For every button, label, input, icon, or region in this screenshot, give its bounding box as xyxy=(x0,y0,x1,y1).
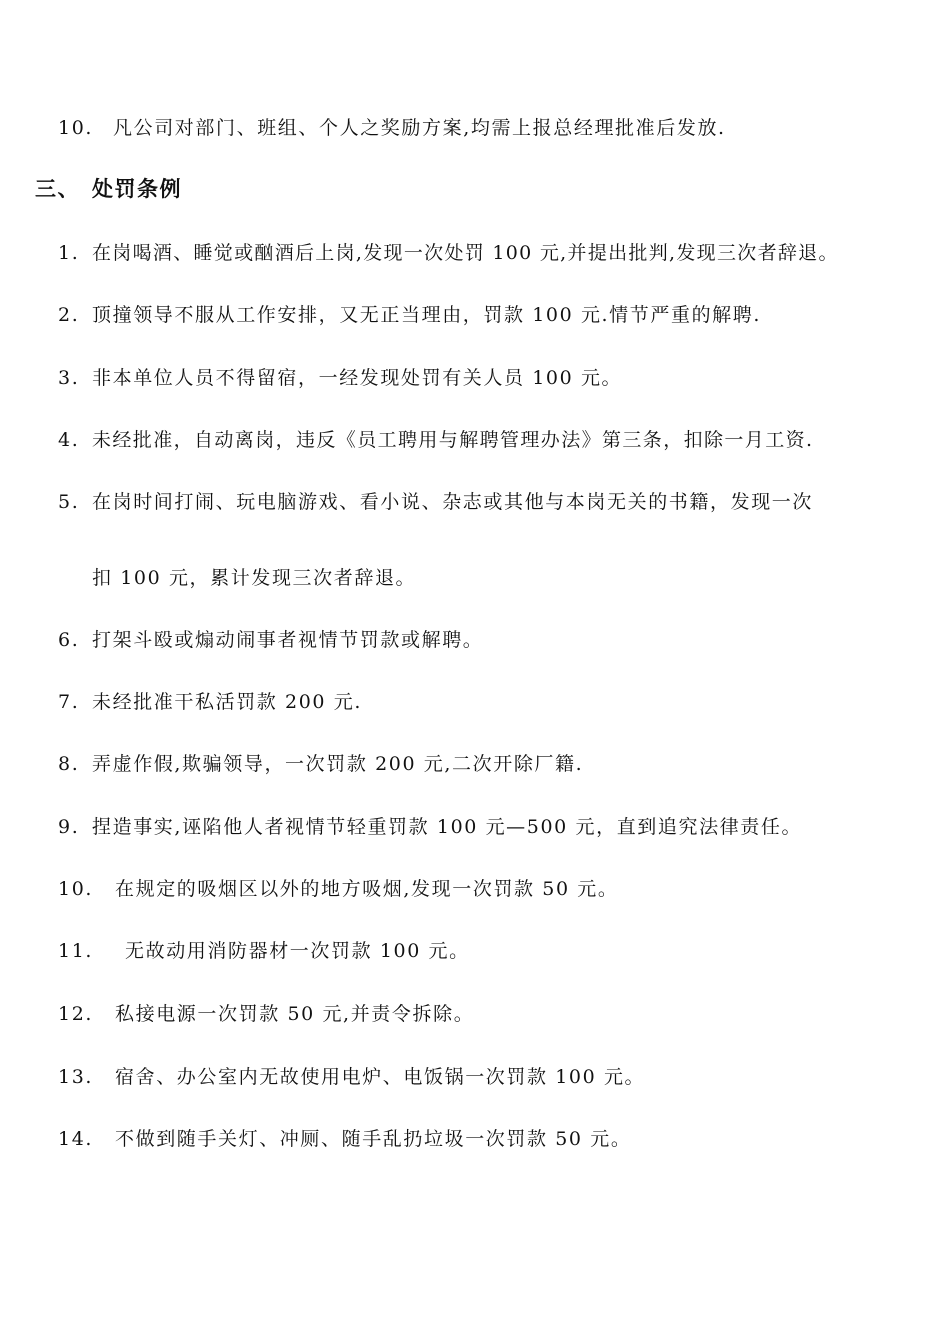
item-number: 6. xyxy=(58,629,80,651)
section-number: 三、 xyxy=(35,177,80,201)
item-text: 在岗喝酒、睡觉或酗酒后上岗,发现一次处罚 100 元,并提出批判,发现三次者辞退。 xyxy=(92,242,839,264)
item-text: 顶撞领导不服从工作安排，又无正当理由，罚款 100 元.情节严重的解聘. xyxy=(92,304,762,326)
item-text-continuation: 扣 100 元，累计发现三次者辞退。 xyxy=(92,567,417,589)
item-text: 捏造事实,诬陷他人者视情节轻重罚款 100 元—500 元，直到追究法律责任。 xyxy=(92,816,803,838)
item-text: 在规定的吸烟区以外的地方吸烟,发现一次罚款 50 元。 xyxy=(115,878,619,900)
item-text: 未经批准干私活罚款 200 元. xyxy=(92,691,362,713)
item-number: 4. xyxy=(58,429,80,451)
item-number: 11. xyxy=(58,940,94,962)
item-number: 9. xyxy=(58,816,80,838)
item-text: 未经批准，自动离岗，违反《员工聘用与解聘管理办法》第三条，扣除一月工资. xyxy=(92,429,814,451)
item-text: 凡公司对部门、班组、个人之奖励方案,均需上报总经理批准后发放. xyxy=(113,117,726,139)
item-text: 在岗时间打闹、玩电脑游戏、看小说、杂志或其他与本岗无关的书籍，发现一次 xyxy=(92,491,814,513)
item-number: 2. xyxy=(58,304,80,326)
section-title: 处罚条例 xyxy=(92,177,182,201)
item-number: 7. xyxy=(58,691,80,713)
item-text: 非本单位人员不得留宿，一经发现处罚有关人员 100 元。 xyxy=(92,367,623,389)
item-number: 14. xyxy=(58,1128,94,1150)
item-number: 10. xyxy=(58,117,94,139)
item-number: 12. xyxy=(58,1003,94,1025)
item-number: 10. xyxy=(58,878,94,900)
item-text: 宿舍、办公室内无故使用电炉、电饭锅一次罚款 100 元。 xyxy=(115,1066,646,1088)
item-text: 弄虚作假,欺骗领导，一次罚款 200 元,二次开除厂籍. xyxy=(92,753,584,775)
item-text: 无故动用消防器材一次罚款 100 元。 xyxy=(125,940,470,962)
item-number: 1. xyxy=(58,242,80,264)
item-text: 私接电源一次罚款 50 元,并责令拆除。 xyxy=(115,1003,475,1025)
item-number: 13. xyxy=(58,1066,94,1088)
item-number: 8. xyxy=(58,753,80,775)
item-text: 不做到随手关灯、冲厕、随手乱扔垃圾一次罚款 50 元。 xyxy=(115,1128,632,1150)
item-number: 5. xyxy=(58,491,80,513)
item-number: 3. xyxy=(58,367,80,389)
item-text: 打架斗殴或煽动闹事者视情节罚款或解聘。 xyxy=(92,629,484,651)
